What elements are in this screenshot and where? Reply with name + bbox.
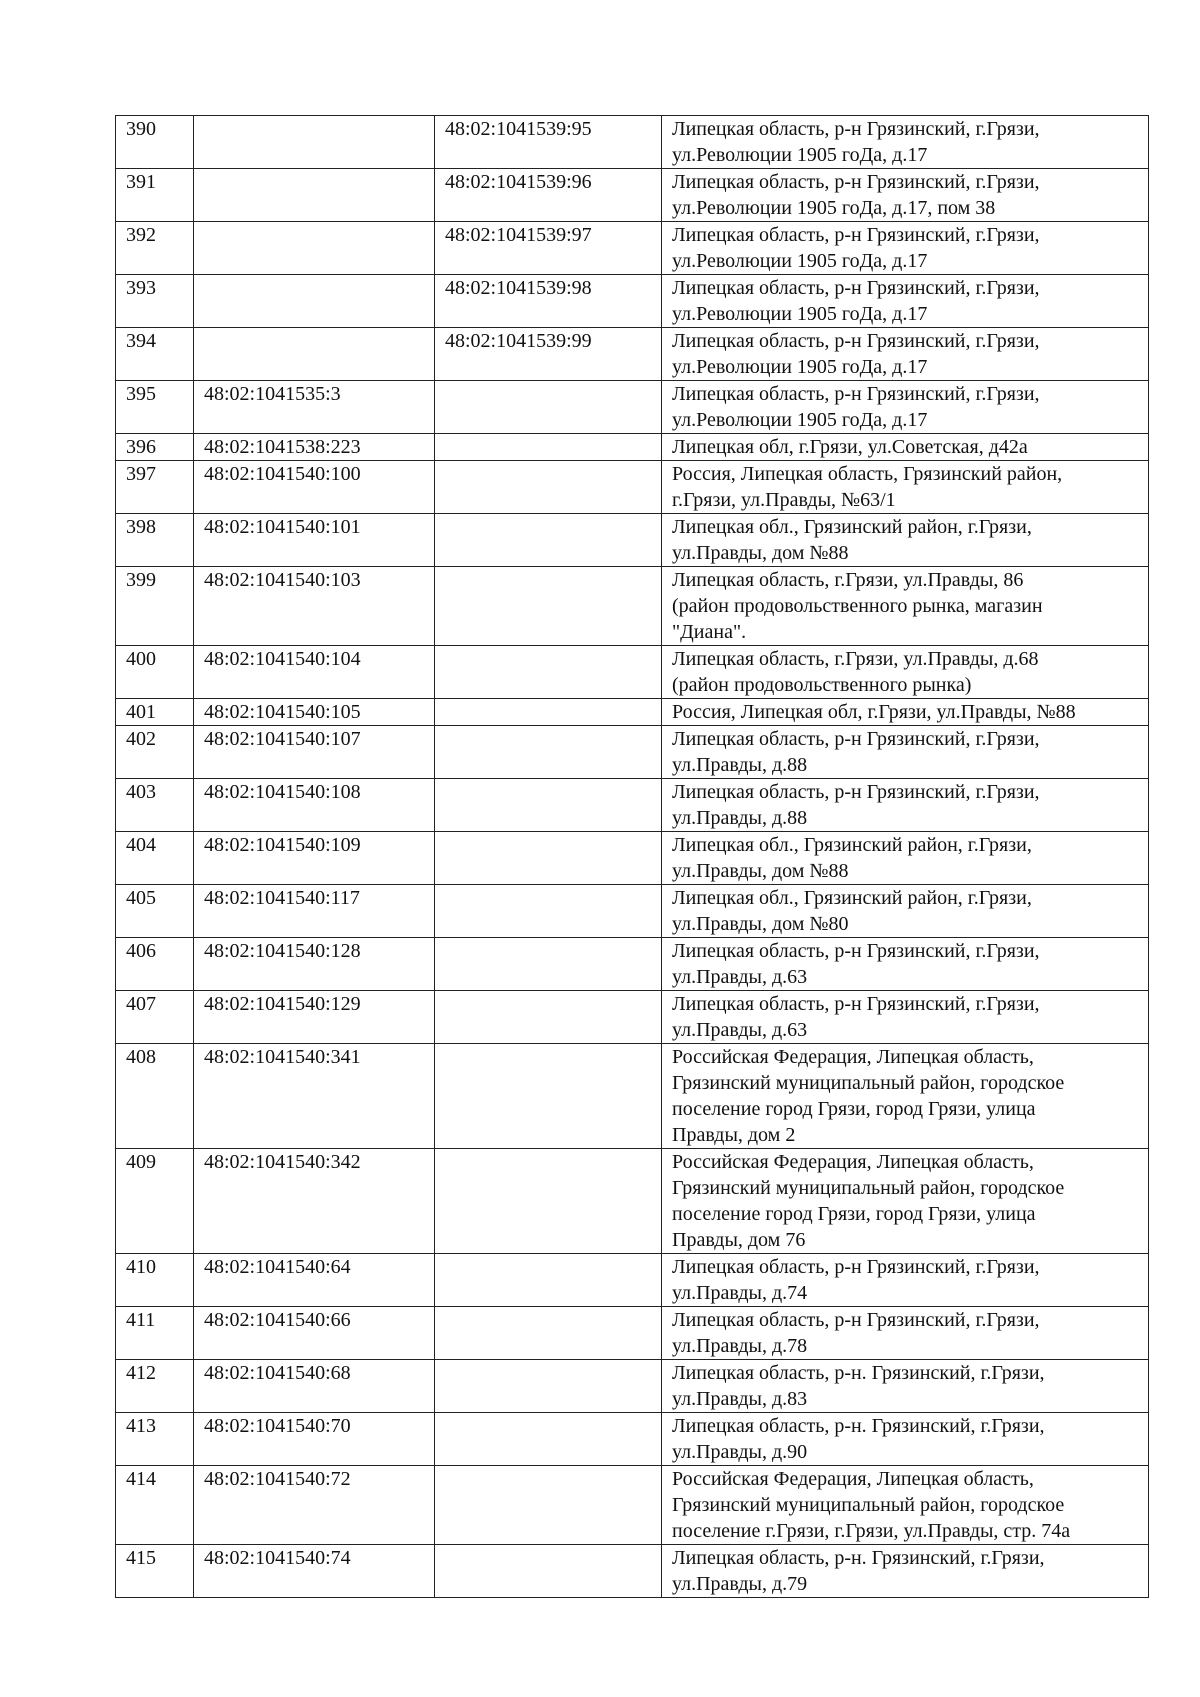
cadastral-number-cell: 48:02:1041540:100 <box>194 461 435 514</box>
address-cell: Российская Федерация, Липецкая область, Грязинский муниципальный район, городское поселение город Грязи, город Грязи, улица Правды, дом 2 <box>662 1044 1149 1149</box>
address-cell: Липецкая область, г.Грязи, ул.Правды, 86 (район продовольственного рынка, магазин "Диана". <box>662 567 1149 646</box>
cadastral-number-cell: 48:02:1041540:129 <box>194 991 435 1044</box>
cadastral-number-cell: 48:02:1041540:64 <box>194 1254 435 1307</box>
table-row <box>116 1149 1149 1254</box>
row-number-cell: 411 <box>116 1307 194 1360</box>
related-cadastral-number-cell: 48:02:1041539:97 <box>435 222 662 275</box>
related-cadastral-number-cell <box>435 1254 662 1307</box>
cadastral-number-cell: 48:02:1041540:101 <box>194 514 435 567</box>
address-cell: Липецкая обл., Грязинский район, г.Грязи, ул.Правды, дом №80 <box>662 885 1149 938</box>
address-cell: Липецкая область, р-н Грязинский, г.Грязи, ул.Революции 1905 гоДа, д.17 <box>662 328 1149 381</box>
row-number-cell: 393 <box>116 275 194 328</box>
table-row <box>116 1307 1149 1360</box>
related-cadastral-number-cell <box>435 381 662 434</box>
related-cadastral-number-cell <box>435 1307 662 1360</box>
address-cell: Липецкая область, р-н. Грязинский, г.Грязи, ул.Правды, д.79 <box>662 1545 1149 1598</box>
row-number-cell: 390 <box>116 116 194 169</box>
row-number-cell: 415 <box>116 1545 194 1598</box>
row-number-cell: 402 <box>116 726 194 779</box>
related-cadastral-number-cell <box>435 567 662 646</box>
table-row <box>116 1360 1149 1413</box>
table-row <box>116 699 1149 726</box>
row-number-cell: 405 <box>116 885 194 938</box>
address-cell: Липецкая область, р-н Грязинский, г.Грязи, ул.Правды, д.63 <box>662 938 1149 991</box>
related-cadastral-number-cell <box>435 1466 662 1545</box>
table-row <box>116 1466 1149 1545</box>
address-cell: Российская Федерация, Липецкая область, Грязинский муниципальный район, городское поселение г.Грязи, г.Грязи, ул.Правды, стр. 74а <box>662 1466 1149 1545</box>
row-number-cell: 414 <box>116 1466 194 1545</box>
row-number-cell: 401 <box>116 699 194 726</box>
address-cell: Липецкая область, р-н Грязинский, г.Грязи, ул.Правды, д.63 <box>662 991 1149 1044</box>
address-cell: Липецкая область, р-н Грязинский, г.Грязи, ул.Правды, д.88 <box>662 726 1149 779</box>
table-row <box>116 434 1149 461</box>
related-cadastral-number-cell <box>435 1044 662 1149</box>
land-plot-table <box>115 115 1149 1598</box>
cadastral-number-cell: 48:02:1041540:74 <box>194 1545 435 1598</box>
table-row <box>116 646 1149 699</box>
row-number-cell: 395 <box>116 381 194 434</box>
related-cadastral-number-cell: 48:02:1041539:99 <box>435 328 662 381</box>
table-row <box>116 1044 1149 1149</box>
cadastral-number-cell: 48:02:1041540:72 <box>194 1466 435 1545</box>
row-number-cell: 403 <box>116 779 194 832</box>
cadastral-number-cell: 48:02:1041540:104 <box>194 646 435 699</box>
cadastral-number-cell: 48:02:1041540:117 <box>194 885 435 938</box>
table-row <box>116 991 1149 1044</box>
row-number-cell: 396 <box>116 434 194 461</box>
cadastral-number-cell <box>194 275 435 328</box>
cadastral-number-cell: 48:02:1041540:105 <box>194 699 435 726</box>
related-cadastral-number-cell <box>435 1413 662 1466</box>
related-cadastral-number-cell <box>435 514 662 567</box>
row-number-cell: 413 <box>116 1413 194 1466</box>
cadastral-number-cell: 48:02:1041540:66 <box>194 1307 435 1360</box>
related-cadastral-number-cell <box>435 991 662 1044</box>
row-number-cell: 409 <box>116 1149 194 1254</box>
cadastral-number-cell: 48:02:1041540:341 <box>194 1044 435 1149</box>
table-row <box>116 885 1149 938</box>
related-cadastral-number-cell <box>435 1360 662 1413</box>
related-cadastral-number-cell: 48:02:1041539:95 <box>435 116 662 169</box>
cadastral-number-cell: 48:02:1041538:223 <box>194 434 435 461</box>
table-row <box>116 381 1149 434</box>
row-number-cell: 399 <box>116 567 194 646</box>
related-cadastral-number-cell <box>435 938 662 991</box>
address-cell: Россия, Липецкая область, Грязинский район, г.Грязи, ул.Правды, №63/1 <box>662 461 1149 514</box>
row-number-cell: 391 <box>116 169 194 222</box>
address-cell: Российская Федерация, Липецкая область, Грязинский муниципальный район, городское поселение город Грязи, город Грязи, улица Правды, дом 76 <box>662 1149 1149 1254</box>
address-cell: Липецкая область, г.Грязи, ул.Правды, д.68 (район продовольственного рынка) <box>662 646 1149 699</box>
address-cell: Липецкая область, р-н. Грязинский, г.Грязи, ул.Правды, д.90 <box>662 1413 1149 1466</box>
address-cell: Липецкая область, р-н Грязинский, г.Грязи, ул.Революции 1905 гоДа, д.17 <box>662 222 1149 275</box>
row-number-cell: 410 <box>116 1254 194 1307</box>
table-row <box>116 514 1149 567</box>
cadastral-number-cell: 48:02:1041540:103 <box>194 567 435 646</box>
table-row <box>116 938 1149 991</box>
related-cadastral-number-cell <box>435 779 662 832</box>
row-number-cell: 406 <box>116 938 194 991</box>
cadastral-number-cell: 48:02:1041540:342 <box>194 1149 435 1254</box>
address-cell: Липецкая обл., Грязинский район, г.Грязи, ул.Правды, дом №88 <box>662 514 1149 567</box>
row-number-cell: 392 <box>116 222 194 275</box>
table-row <box>116 116 1149 169</box>
cadastral-number-cell: 48:02:1041540:107 <box>194 726 435 779</box>
cadastral-number-cell: 48:02:1041540:68 <box>194 1360 435 1413</box>
related-cadastral-number-cell <box>435 885 662 938</box>
table-row <box>116 779 1149 832</box>
table-row <box>116 726 1149 779</box>
row-number-cell: 400 <box>116 646 194 699</box>
row-number-cell: 408 <box>116 1044 194 1149</box>
table-row <box>116 461 1149 514</box>
cadastral-number-cell <box>194 169 435 222</box>
address-cell: Липецкая область, р-н. Грязинский, г.Грязи, ул.Правды, д.83 <box>662 1360 1149 1413</box>
related-cadastral-number-cell <box>435 832 662 885</box>
related-cadastral-number-cell <box>435 726 662 779</box>
table-row <box>116 169 1149 222</box>
related-cadastral-number-cell <box>435 461 662 514</box>
table-row <box>116 1254 1149 1307</box>
table-row <box>116 1545 1149 1598</box>
row-number-cell: 407 <box>116 991 194 1044</box>
related-cadastral-number-cell: 48:02:1041539:96 <box>435 169 662 222</box>
address-cell: Липецкая область, р-н Грязинский, г.Грязи, ул.Революции 1905 гоДа, д.17, пом 38 <box>662 169 1149 222</box>
related-cadastral-number-cell <box>435 1149 662 1254</box>
table-row <box>116 275 1149 328</box>
table-row <box>116 832 1149 885</box>
address-cell: Россия, Липецкая обл, г.Грязи, ул.Правды, №88 <box>662 699 1149 726</box>
cadastral-number-cell <box>194 116 435 169</box>
table-row <box>116 328 1149 381</box>
address-cell: Липецкая область, р-н Грязинский, г.Грязи, ул.Правды, д.78 <box>662 1307 1149 1360</box>
cadastral-number-cell: 48:02:1041540:128 <box>194 938 435 991</box>
row-number-cell: 397 <box>116 461 194 514</box>
address-cell: Липецкая область, р-н Грязинский, г.Грязи, ул.Революции 1905 гоДа, д.17 <box>662 275 1149 328</box>
cadastral-number-cell: 48:02:1041540:108 <box>194 779 435 832</box>
address-cell: Липецкая область, р-н Грязинский, г.Грязи, ул.Революции 1905 гоДа, д.17 <box>662 381 1149 434</box>
table-row <box>116 567 1149 646</box>
address-cell: Липецкая область, р-н Грязинский, г.Грязи, ул.Правды, д.88 <box>662 779 1149 832</box>
address-cell: Липецкая область, р-н Грязинский, г.Грязи, ул.Революции 1905 гоДа, д.17 <box>662 116 1149 169</box>
cadastral-number-cell: 48:02:1041535:3 <box>194 381 435 434</box>
related-cadastral-number-cell <box>435 699 662 726</box>
row-number-cell: 394 <box>116 328 194 381</box>
address-cell: Липецкая область, р-н Грязинский, г.Грязи, ул.Правды, д.74 <box>662 1254 1149 1307</box>
row-number-cell: 398 <box>116 514 194 567</box>
address-cell: Липецкая обл., Грязинский район, г.Грязи, ул.Правды, дом №88 <box>662 832 1149 885</box>
row-number-cell: 404 <box>116 832 194 885</box>
cadastral-number-cell <box>194 222 435 275</box>
cadastral-number-cell: 48:02:1041540:70 <box>194 1413 435 1466</box>
cadastral-number-cell: 48:02:1041540:109 <box>194 832 435 885</box>
cadastral-number-cell <box>194 328 435 381</box>
related-cadastral-number-cell <box>435 1545 662 1598</box>
address-cell: Липецкая обл, г.Грязи, ул.Советская, д42а <box>662 434 1149 461</box>
related-cadastral-number-cell <box>435 646 662 699</box>
table-row <box>116 1413 1149 1466</box>
related-cadastral-number-cell: 48:02:1041539:98 <box>435 275 662 328</box>
related-cadastral-number-cell <box>435 434 662 461</box>
row-number-cell: 412 <box>116 1360 194 1413</box>
table-row <box>116 222 1149 275</box>
table-body <box>116 116 1149 1598</box>
